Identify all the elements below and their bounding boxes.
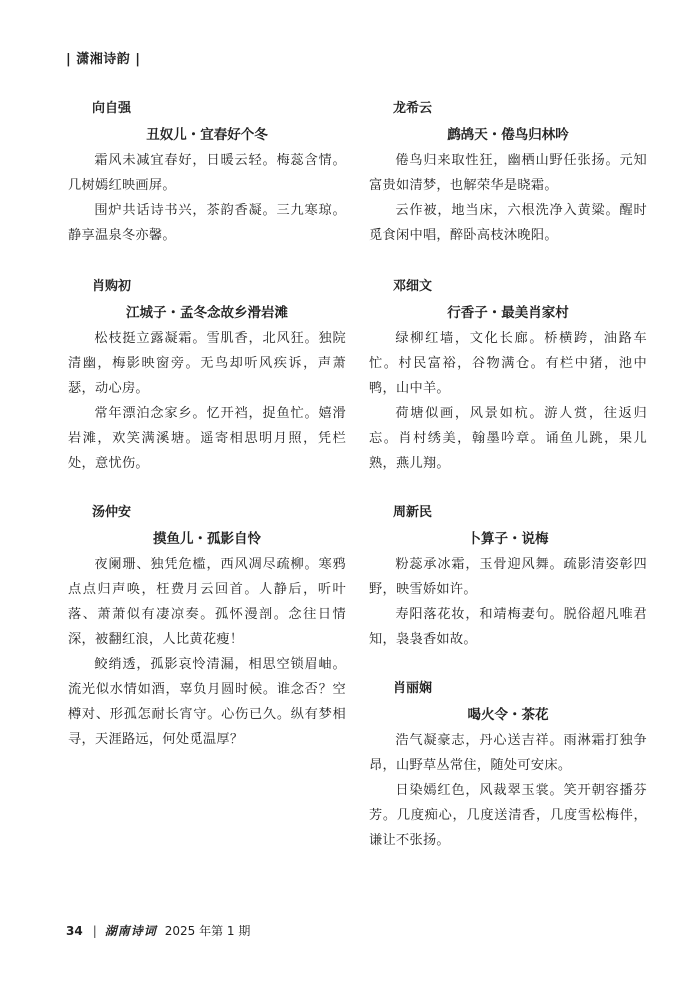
poem [369, 98, 647, 248]
poem-author: 肖丽娴 [393, 681, 433, 696]
poem-title: 摸鱼儿・孤影自怜 [153, 531, 261, 547]
poem-stanza: 常年漂泊念家乡。忆开裆，捉鱼忙。嬉滑岩滩，欢笑满溪塘。遥寄相思明月照，凭栏处，意忧伤。 [68, 406, 346, 471]
poem-stanza: 绿柳红墙，文化长廊。桥横跨，油路车忙。村民富裕，谷物满仓。有栏中猪，池中鸭，山中羊。 [369, 331, 647, 396]
poem-author: 汤仲安 [92, 505, 132, 520]
poem-title: 行香子・最美肖家村 [447, 305, 569, 321]
poem-title: 江城子・孟冬念故乡滑岩滩 [126, 305, 288, 321]
poem-stanza: 鲛绡透，孤影哀怜清漏，相思空锁眉岫。流光似水情如酒，辜负月圆时候。谁念否？空樽对、形孤怎耐长宵守。心伤已久。纵有梦相寻，天涯路远，何处觅温厚？ [68, 657, 346, 747]
poem [68, 276, 346, 476]
poem-stanza: 倦鸟归来取性狂，幽栖山野任张扬。元知富贵如清梦，也解荣华是晓霜。 [369, 153, 647, 193]
poem-author: 向自强 [92, 101, 132, 116]
poem-title: 鹧鸪天・倦鸟归林吟 [447, 127, 569, 143]
poem-stanza: 浩气凝豪志，丹心送吉祥。雨淋霜打独争昂，山野草丛常住，随处可安床。 [369, 733, 647, 773]
poem-stanza: 日染嫣红色，风裁翠玉裳。笑开朝容播芬芳。几度痴心，几度送清香，几度雪松梅伴，谦让不张扬。 [369, 783, 647, 848]
poem-stanza: 粉蕊承冰霜，玉骨迎风舞。疏影清姿彰四野，映雪娇如许。 [369, 557, 647, 597]
poem [68, 98, 346, 248]
poem-stanza: 荷塘似画，风景如杭。游人赏，往返归忘。肖村绣美，翰墨吟章。诵鱼儿跳，果儿熟，燕儿翔。 [369, 406, 647, 471]
poem-author: 周新民 [393, 505, 433, 520]
poem-title: 卜算子・说梅 [467, 531, 549, 547]
poem-author: 邓细文 [393, 279, 433, 294]
poem [369, 502, 647, 652]
poem-title: 喝火令・茶花 [467, 707, 549, 723]
poem-title: 丑奴儿・宜春好个冬 [146, 127, 268, 143]
poem [369, 276, 647, 476]
poem-stanza: 霜风未减宜春好，日暖云轻。梅蕊含情。几树嫣红映画屏。 [68, 153, 346, 193]
page-number: 34 [66, 923, 83, 938]
right-column [369, 98, 647, 853]
poem-stanza: 夜阑珊、独凭危槛，西风凋尽疏柳。寒鸦点点归声唤，枉费月云回首。人静后，听叶落、萧萧似有凄凉奏。孤怀漫剖。念往日情深，被翻红浪，人比黄花瘦！ [68, 557, 346, 647]
issue-label: 2025 年第 1 期 [164, 924, 251, 938]
poem-author: 龙希云 [393, 101, 433, 116]
left-column [68, 98, 346, 752]
poem-stanza: 松枝挺立露凝霜。雪肌香，北风狂。独院清幽，梅影映窗旁。无鸟却听风疾诉，声萧瑟，动心房。 [68, 331, 346, 396]
section-header: | 潇湘诗韵 | [66, 52, 141, 67]
magazine-logo: 湖南诗词 [104, 924, 157, 938]
poem-stanza: 寿阳落花妆，和靖梅妻句。脱俗超凡唯君知，袅袅香如故。 [369, 607, 647, 647]
page-footer [66, 922, 250, 939]
poem [68, 502, 346, 752]
poem [369, 678, 647, 853]
poem-author: 肖购初 [92, 279, 132, 294]
poem-stanza: 围炉共话诗书兴，茶韵香凝。三九寒琼。静享温泉冬亦馨。 [68, 203, 346, 243]
poem-stanza: 云作被，地当床，六根洗净入黄粱。醒时觅食闲中唱，醉卧高枝沐晚阳。 [369, 203, 647, 243]
footer-separator: | [92, 923, 97, 938]
